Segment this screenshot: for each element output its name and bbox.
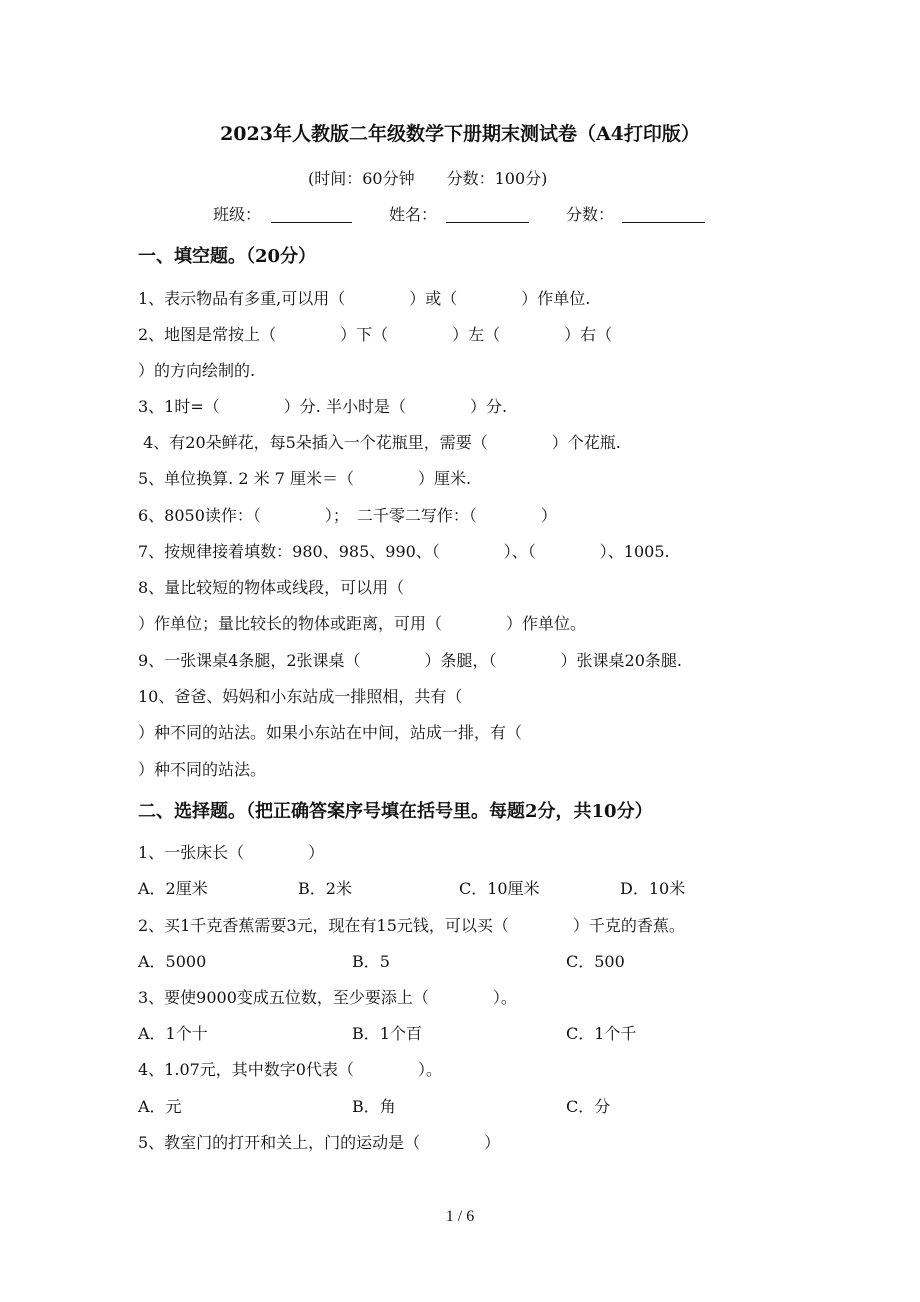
page-title: 2023年人教版二年级数学下册期末测试卷（A4打印版） bbox=[220, 123, 700, 145]
fill-line: ）的方向绘制的. bbox=[138, 361, 256, 380]
option-a[interactable]: A．5000 bbox=[138, 952, 207, 971]
option-c[interactable]: C．1个千 bbox=[566, 1024, 637, 1043]
question-stem: 3、要使9000变成五位数，至少要添上（ ）。 bbox=[138, 988, 517, 1007]
name-label: 姓名： bbox=[389, 205, 438, 224]
fill-line: 2、地图是常按上（ ）下（ ）左（ ）右（ bbox=[138, 325, 613, 344]
option-b[interactable]: B．2米 bbox=[298, 879, 352, 898]
option-a[interactable]: A．2厘米 bbox=[138, 879, 208, 898]
fill-line: 9、一张课桌4条腿，2张课桌（ ）条腿，（ ）张课桌20条腿. bbox=[138, 651, 682, 670]
option-b[interactable]: B．1个百 bbox=[352, 1024, 422, 1043]
fill-line: 1、表示物品有多重,可以用（ ）或（ ）作单位. bbox=[138, 289, 591, 308]
fill-line: 10、爸爸、妈妈和小东站成一排照相，共有（ bbox=[138, 687, 463, 706]
option-c[interactable]: C．分 bbox=[566, 1097, 611, 1116]
fill-line: 7、按规律接着填数：980、985、990、（ ）、（ ）、1005. bbox=[138, 542, 670, 561]
option-c[interactable]: C．500 bbox=[566, 952, 625, 971]
class-label: 班级： bbox=[213, 205, 262, 224]
fill-line: 8、量比较短的物体或线段，可以用（ bbox=[138, 578, 405, 597]
option-c[interactable]: C．10厘米 bbox=[459, 879, 540, 898]
option-b[interactable]: B．角 bbox=[352, 1097, 396, 1116]
option-a[interactable]: A．1个十 bbox=[138, 1024, 208, 1043]
fill-line: 3、1时=（ ）分. 半小时是（ ）分. bbox=[138, 397, 508, 416]
name-blank[interactable] bbox=[446, 222, 529, 223]
option-a[interactable]: A．元 bbox=[138, 1097, 182, 1116]
page-number: 1 / 6 bbox=[445, 1208, 475, 1225]
class-blank[interactable] bbox=[271, 222, 352, 223]
question-stem: 4、1.07元，其中数字0代表（ ）。 bbox=[138, 1060, 442, 1079]
score-label: 分数： bbox=[566, 205, 615, 224]
fill-line: ）种不同的站法。 bbox=[138, 760, 267, 779]
score-blank[interactable] bbox=[622, 222, 705, 223]
question-stem: 2、买1千克香蕉需要3元，现在有15元钱，可以买（ ）千克的香蕉。 bbox=[138, 916, 685, 935]
question-stem: 5、教室门的打开和关上，门的运动是（ ） bbox=[138, 1133, 501, 1152]
question-stem: 1、一张床长（ ） bbox=[138, 843, 325, 862]
section1-heading: 一、填空题。（20分） bbox=[138, 246, 317, 267]
fill-line: 4、有20朵鲜花，每5朵插入一个花瓶里，需要（ ）个花瓶. bbox=[138, 433, 621, 452]
exam-meta: (时间：60分钟 分数：100分) bbox=[308, 169, 548, 188]
fill-line: 5、单位换算. 2 米 7 厘米＝（ ）厘米. bbox=[138, 469, 472, 488]
fill-line: ）作单位；量比较长的物体或距离，可用（ ）作单位。 bbox=[138, 614, 587, 633]
fill-line: 6、8050读作：（ ）； 二千零二写作：（ ） bbox=[138, 506, 557, 525]
fill-line: ）种不同的站法。如果小东站在中间，站成一排，有（ bbox=[138, 723, 523, 742]
option-b[interactable]: B．5 bbox=[352, 952, 390, 971]
option-d[interactable]: D．10米 bbox=[620, 879, 686, 898]
section2-heading: 二、选择题。（把正确答案序号填在括号里。每题2分，共10分） bbox=[138, 801, 653, 822]
